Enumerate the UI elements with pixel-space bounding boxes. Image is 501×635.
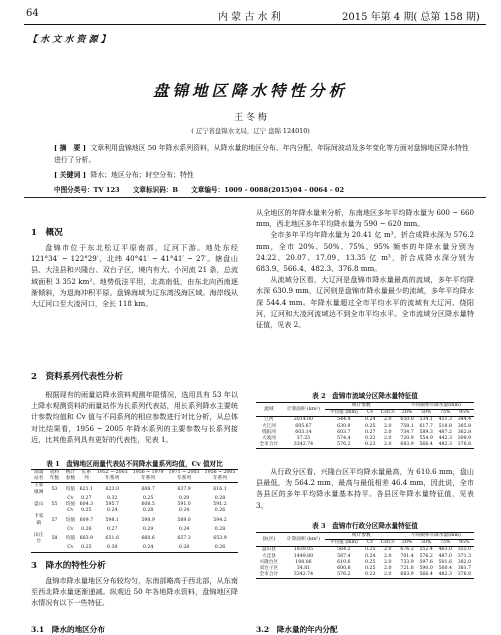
table-cell: 0.25 xyxy=(364,547,376,553)
table-3-col-freq: 不同频率年降水量(mm) xyxy=(398,533,475,540)
table-cell: 0.25 xyxy=(142,495,154,501)
table-cell: 603.7 xyxy=(337,429,351,435)
table-cell: 616.1 xyxy=(213,486,227,492)
table-cell: 617.7 xyxy=(419,423,433,429)
table-2-col-area: 计算面积 (km²) xyxy=(286,406,320,412)
table-cell: 57 xyxy=(51,517,58,523)
table-1-body xyxy=(31,483,238,552)
table-cell: 0.24 xyxy=(142,545,154,551)
table-cell: 589.3 xyxy=(419,429,433,435)
table-cell: 0.24 xyxy=(364,417,376,423)
table-2-subheader: 75% xyxy=(440,410,451,416)
table-3-header-row-1 xyxy=(256,533,474,540)
table-cell: 487.2 xyxy=(438,429,452,435)
right-paragraph-2: 从流域分区看，大辽河是盘锦市降水量最高的流域，多年平均降水深 630.9 mm，辽河则是盘锦市降水量最少的流域，多年平均降水深 544.4 mm。年降水量超过全市平均水平的流域有大辽河、绕阳河，辽河和大凌河流域达不到全市平均水平。全市流域分区降水量特征值，见表 2。 xyxy=(256,275,474,330)
table-2-col-first: 流域 xyxy=(264,406,274,412)
table-cell: 683.9 xyxy=(400,572,414,578)
table-1-caption: 表 1 盘锦地区雨量代表站不同降水量系列均值，Cv 值对比 xyxy=(46,460,223,468)
table-cell: 720.9 xyxy=(400,436,414,442)
table-cell: 598.9 xyxy=(141,517,155,523)
table-cell: Cv xyxy=(67,495,74,501)
table-cell xyxy=(46,545,62,552)
column-tag: 【 水 文 水 资 源 】 xyxy=(28,35,110,45)
table-cell: 0.26 xyxy=(81,526,92,532)
table-cell: 0.29 xyxy=(142,526,154,532)
table-cell: 0.25 xyxy=(364,423,376,429)
table-cell: 600.8 xyxy=(337,566,351,572)
issue-info: 2015 年第 4 期( 总第 158 期) xyxy=(342,12,480,23)
table-cell: 0.26 xyxy=(214,508,226,514)
table-cell: 442.3 xyxy=(438,436,452,442)
right-paragraph-1: 全市多年平均年降水量为 20.41 亿 m³，折合成降水深为 576.2 mm，全市 20%、50%、75%、95% 频率的年降水量分别为 24.22、20.07、17.09、13.35 亿 m³，折合成降水深分别为 683.9、566.4、482.3、376.8 mm。 xyxy=(256,230,474,274)
table-cell: 卡家镇 xyxy=(34,514,44,526)
abstract-text: 文章利用盘锦地区 50 年降水系列资料，从降水量的地区分布、年内分配、年际间波动及多年变化等方面对盘锦地区降水特性进行了分析。 xyxy=(54,144,469,164)
table-3-subheader: Cs/Cv xyxy=(380,540,395,546)
section-2-paragraph: 根据现有的雨量站降水资料观测年限情况，选用具有 53 年以上降水观测资料的雨量站作为长系列代表站，用长系列降水主要统计参数均值和 Cv 值与不同系列的相应参数进行对比分析，从总体对比结果看，1956 ~ 2005 年降水系列的主要参数与长系列接近，比其他系列具有更好的代表性，见表 1。 xyxy=(31,390,238,444)
section-3-paragraph: 盘锦市降水量地区分布较均匀，东南部略高于西北部，从东南至西北降水量逐渐递减。纵观近 50 年各地降水资料，盘锦地区降水情况有以下一些特征。 xyxy=(31,576,238,608)
page-number: 64 xyxy=(26,8,39,19)
table-cell: Cv xyxy=(67,526,74,532)
table-cell: 598.1 xyxy=(105,517,119,523)
table-cell: 482.3 xyxy=(438,572,452,578)
table-cell: 608.5 xyxy=(141,502,155,508)
keywords-text: 降水；地区分布；时空分布；特性 xyxy=(90,171,194,179)
table-cell: 0.25 xyxy=(364,566,376,572)
table-cell: 701.4 xyxy=(400,553,414,559)
table-cell: 0.24 xyxy=(364,553,376,559)
table-row xyxy=(256,417,474,424)
table-cell: 344.4 xyxy=(457,417,472,423)
table-cell: 1449.80 xyxy=(293,553,314,559)
table-cell: 487.0 xyxy=(438,553,452,559)
table-cell: 630.9 xyxy=(337,423,351,429)
table-cell: 604.3 xyxy=(79,502,94,508)
section-2-body xyxy=(31,389,238,445)
table-cell: 王家镇闸 xyxy=(34,483,44,495)
table-cell: 0.28 xyxy=(178,545,190,551)
table-cell: 552.4 xyxy=(419,547,433,553)
abstract xyxy=(54,142,472,166)
table-2 xyxy=(256,402,474,449)
table-cell: 591.0 xyxy=(177,502,191,508)
table-cell: 37.25 xyxy=(296,436,311,442)
table-cell: 574.4 xyxy=(337,436,351,442)
affiliation: ( 辽宁省盘锦水文局，辽宁 盘锦 124010) xyxy=(191,127,310,135)
table-cell: 676.2 xyxy=(400,547,414,553)
table-cell: 大辽河 xyxy=(261,423,276,429)
table-cell: 2.0 xyxy=(383,572,392,578)
table-cell: 53 xyxy=(51,486,58,492)
table-cell: 0.25 xyxy=(364,559,376,565)
table-cell: 0.26 xyxy=(214,545,226,551)
table-3-body xyxy=(256,547,474,579)
table-cell: 1839.05 xyxy=(293,547,314,553)
table-3-subheader: 20% xyxy=(401,540,413,546)
table-row xyxy=(31,514,238,526)
section-1-paragraph: 盘锦市位于东北松辽平原南部，辽河下游。地处东经 121°34′ ~ 122°29′，北纬 40°41′ ~ 41°41′ ~ 27′。辖盘山县、大洼县和兴隆台、双台子区，境内有大、小河流 21 条，总流域面积 3 352 km²。地势低洼平坦，北高南低，由东北向西南逐渐倾斜，为退海冲积平原。盘锦海域为辽东湾浅海区域。海岸线从大辽河口至大凌河口，全长 118 km。 xyxy=(31,243,238,309)
right-paragraph-3: 从行政分区看，兴隆台区平均降水量最高，为 610.6 mm，盘山县最低，为 564.2 mm，最高与最低相差 46.4 mm，因此说，全市各县区的多年平均降水量基本持平。各县区年降水量特征值，见表 3。 xyxy=(256,467,474,510)
table-2-col-stats: 统计参数 xyxy=(325,403,397,410)
table-cell: 382.0 xyxy=(457,559,472,565)
table-cell: 381.7 xyxy=(457,566,472,572)
table-3-subheader: Cv xyxy=(367,540,374,546)
table-cell: 482.3 xyxy=(438,442,452,448)
table-3-caption: 表 3 盘锦市行政分区降水量特征值 xyxy=(312,522,418,530)
table-cell: 2.0 xyxy=(383,566,392,572)
table-cell: 463.0 xyxy=(438,547,452,553)
table-cell: Cv xyxy=(67,545,74,551)
table-cell: 587.4 xyxy=(337,553,351,559)
table-cell: 376.8 xyxy=(457,572,472,578)
table-cell: 355.0 xyxy=(457,547,472,553)
table-cell: 3342.74 xyxy=(293,572,314,578)
table-cell: 608.7 xyxy=(141,486,155,492)
table-cell: 371.3 xyxy=(457,553,472,559)
table-cell: 0.27 xyxy=(364,429,376,435)
table-cell: 566.4 xyxy=(419,442,433,448)
table-cell: 362.8 xyxy=(457,429,472,435)
table-cell: 733.9 xyxy=(400,559,414,565)
table-cell: 2.0 xyxy=(383,436,392,442)
table-3-col-first: 县(区) xyxy=(262,536,276,542)
table-cell: 田庄台 xyxy=(34,533,44,545)
table-cell: 0.24 xyxy=(178,508,190,514)
table-2-col-freq: 不同频率年降水量(mm) xyxy=(398,403,475,410)
table-cell: 564.2 xyxy=(337,547,351,553)
table-cell: 2.0 xyxy=(383,423,392,429)
table-row xyxy=(256,547,474,554)
section-3-title: 3 降水的特性分析 xyxy=(31,561,106,571)
author: 王 冬 梅 xyxy=(234,113,267,123)
table-cell: 308.9 xyxy=(457,436,472,442)
table-2-subheader: Cv xyxy=(367,410,374,416)
table-cell: 385.8 xyxy=(457,423,472,429)
table-3-subheader: 50% xyxy=(420,540,432,546)
table-cell: 518.8 xyxy=(438,423,452,429)
table-cell: 554.9 xyxy=(419,436,433,442)
section-1-title: 1 概况 xyxy=(31,228,63,238)
table-1-header-row xyxy=(31,470,238,483)
table-2-header-row-1 xyxy=(256,403,474,410)
table-cell: 2.0 xyxy=(383,553,392,559)
table-cell: 650.0 xyxy=(400,417,414,423)
table-cell: 595.7 xyxy=(105,502,119,508)
table-cell: 盘山 xyxy=(34,502,44,508)
table-row xyxy=(256,442,474,449)
table-cell: 2.0 xyxy=(383,547,392,553)
table-2-subheader: 95% xyxy=(459,410,470,416)
table-cell: 657.3 xyxy=(177,536,191,542)
keywords xyxy=(54,169,472,181)
table-3-subheader: 75% xyxy=(440,540,451,546)
table-cell: 0.23 xyxy=(364,442,376,448)
table-cell: 605.67 xyxy=(295,423,312,429)
table-cell: 544.4 xyxy=(337,417,351,423)
table-cell: 0.29 xyxy=(178,495,190,501)
table-cell: 盘山县 xyxy=(261,547,276,553)
section-3-body xyxy=(31,575,238,609)
table-1-header: 长系列 xyxy=(81,470,92,482)
table-cell: 500.4 xyxy=(438,566,452,572)
table-cell: 663.9 xyxy=(79,536,94,542)
table-cell: 兴隆台区 xyxy=(259,559,279,565)
table-cell: 566.4 xyxy=(419,572,433,578)
table-3-col-stats: 统计参数 xyxy=(325,533,397,540)
table-cell: 603.14 xyxy=(295,429,312,435)
table-2-subheader: 20% xyxy=(401,410,413,416)
table-cell: 734.7 xyxy=(400,429,414,435)
table-3 xyxy=(256,532,474,579)
table-cell: 609.7 xyxy=(79,517,94,523)
table-cell: 637.9 xyxy=(177,486,191,492)
table-cell: 651.6 xyxy=(105,536,119,542)
table-cell: 均值 xyxy=(65,486,76,492)
table-cell: 653.9 xyxy=(213,536,227,542)
table-cell: 451.3 xyxy=(438,417,452,423)
table-cell: 0.32 xyxy=(107,495,118,501)
table-1-header: 1952 ~ 2003 年系列 xyxy=(96,470,128,482)
table-cell: 0.28 xyxy=(214,495,226,501)
table-1-header: 1971 ~ 2003 年系列 xyxy=(168,470,200,482)
table-cell: 0.24 xyxy=(107,508,118,514)
table-row xyxy=(256,572,474,579)
table-cell: 0.25 xyxy=(81,508,92,514)
table-1-header: 雨量站名 xyxy=(34,470,44,482)
table-cell: 0.30 xyxy=(107,545,118,551)
table-cell: 597.6 xyxy=(419,559,433,565)
table-row xyxy=(31,483,238,496)
table-1-header: 1956 ~ 2005 年系列 xyxy=(204,470,236,482)
right-column-body-2 xyxy=(256,466,474,511)
table-cell: 全市合计 xyxy=(259,442,279,448)
classification-line: 中图分类号：TV 123 文章标识码：B 文章编号：1009 - 0088(2015)04 - 0064 - 02 xyxy=(54,186,345,194)
table-cell: 610.6 xyxy=(337,559,351,565)
table-cell: 均值 xyxy=(65,536,76,542)
table-cell: 621.1 xyxy=(79,486,94,492)
table-cell: 辽河 xyxy=(264,417,274,423)
journal-name: 内 蒙 古 水 利 xyxy=(218,12,281,23)
table-1-header: 统计参数 xyxy=(65,470,76,482)
table-cell: 0.28 xyxy=(214,526,226,532)
table-2-subheader: 平均值 (mm) xyxy=(329,410,358,416)
table-cell: 376.8 xyxy=(457,442,472,448)
right-column-body xyxy=(256,207,474,330)
table-cell: 683.9 xyxy=(400,442,414,448)
table-1-header: 1956 ~ 1979 年系列 xyxy=(132,470,164,482)
table-cell: 大凌河 xyxy=(261,436,276,442)
table-cell: 2014.00 xyxy=(293,417,314,423)
right-intro-paragraph: 从全地区的年降水量来分析，东南地区多年平均降水量为 600 ~ 660 mm，西北地区多年平均降水量为 590 ~ 620 mm。 xyxy=(256,208,474,229)
table-1 xyxy=(31,469,238,553)
section-3-1-title: 3.1 降水的地区分布 xyxy=(31,625,105,634)
table-1-header: 资料年数 xyxy=(49,470,60,482)
table-2-caption: 表 2 盘锦市流域分区降水量特征值 xyxy=(312,392,418,400)
section-1-body xyxy=(31,242,238,309)
table-cell: 双台子区 xyxy=(259,566,279,572)
table-cell: 绕阳河 xyxy=(261,429,276,435)
table-cell: 2.0 xyxy=(383,417,392,423)
table-cell: 均值 xyxy=(65,517,76,523)
table-cell: 501.6 xyxy=(438,559,452,565)
table-cell xyxy=(31,545,46,552)
header-rule xyxy=(24,24,486,25)
table-2-subheader: Cs/Cv xyxy=(380,410,395,416)
section-2-title: 2 资料系列代表性分析 xyxy=(31,372,123,382)
table-row xyxy=(31,545,238,552)
table-2-subheader: 50% xyxy=(420,410,432,416)
table-cell: 34.81 xyxy=(296,566,311,572)
table-2-body xyxy=(256,417,474,449)
table-cell: 594.2 xyxy=(213,517,227,523)
table-cell: 0.28 xyxy=(142,508,154,514)
table-cell: 590.0 xyxy=(419,566,433,572)
table-cell: 721.8 xyxy=(400,566,414,572)
table-cell: 0.25 xyxy=(81,545,92,551)
table-cell: 660.6 xyxy=(141,536,155,542)
table-cell: 3342.74 xyxy=(293,442,314,448)
table-cell: 591.2 xyxy=(213,502,227,508)
table-cell: 全市合计 xyxy=(259,572,279,578)
table-cell: 589.0 xyxy=(177,517,191,523)
table-cell: 534.1 xyxy=(419,417,433,423)
abstract-rule xyxy=(24,197,486,198)
table-cell: 55 xyxy=(51,502,58,508)
table-cell: Cv xyxy=(67,508,74,514)
table-cell: 0.32 xyxy=(364,436,376,442)
table-cell: 758.1 xyxy=(400,423,414,429)
table-3-col-area: 计算面积 (km²) xyxy=(286,536,320,542)
table-cell: 2.0 xyxy=(383,429,392,435)
table-cell: 623.0 xyxy=(105,486,119,492)
table-cell: 576.2 xyxy=(419,553,433,559)
table-cell: 大洼县 xyxy=(261,553,276,559)
table-cell: 0.27 xyxy=(81,495,92,501)
abstract-label: [ 摘 要 ] xyxy=(54,144,86,152)
table-cell: 0.24 xyxy=(178,526,190,532)
table-cell: 58 xyxy=(51,536,58,542)
table-cell: 576.2 xyxy=(337,442,351,448)
table-3-subheader: 平均值 (mm) xyxy=(329,540,358,546)
table-cell: 均值 xyxy=(65,502,76,508)
table-cell: 576.2 xyxy=(337,572,351,578)
table-cell: 0.23 xyxy=(364,572,376,578)
table-cell: 2.0 xyxy=(383,559,392,565)
table-cell: 0.27 xyxy=(107,526,118,532)
table-row xyxy=(31,533,238,545)
table-cell: 2.0 xyxy=(383,442,392,448)
article-title: 盘锦地区降水特性分析 xyxy=(152,81,348,100)
table-3-subheader: 95% xyxy=(459,540,470,546)
section-3-2-title: 3.2 降水量的年内分配 xyxy=(256,625,338,634)
keywords-label: [ 关键词 ] xyxy=(54,171,86,179)
table-cell: 198.06 xyxy=(295,559,312,565)
